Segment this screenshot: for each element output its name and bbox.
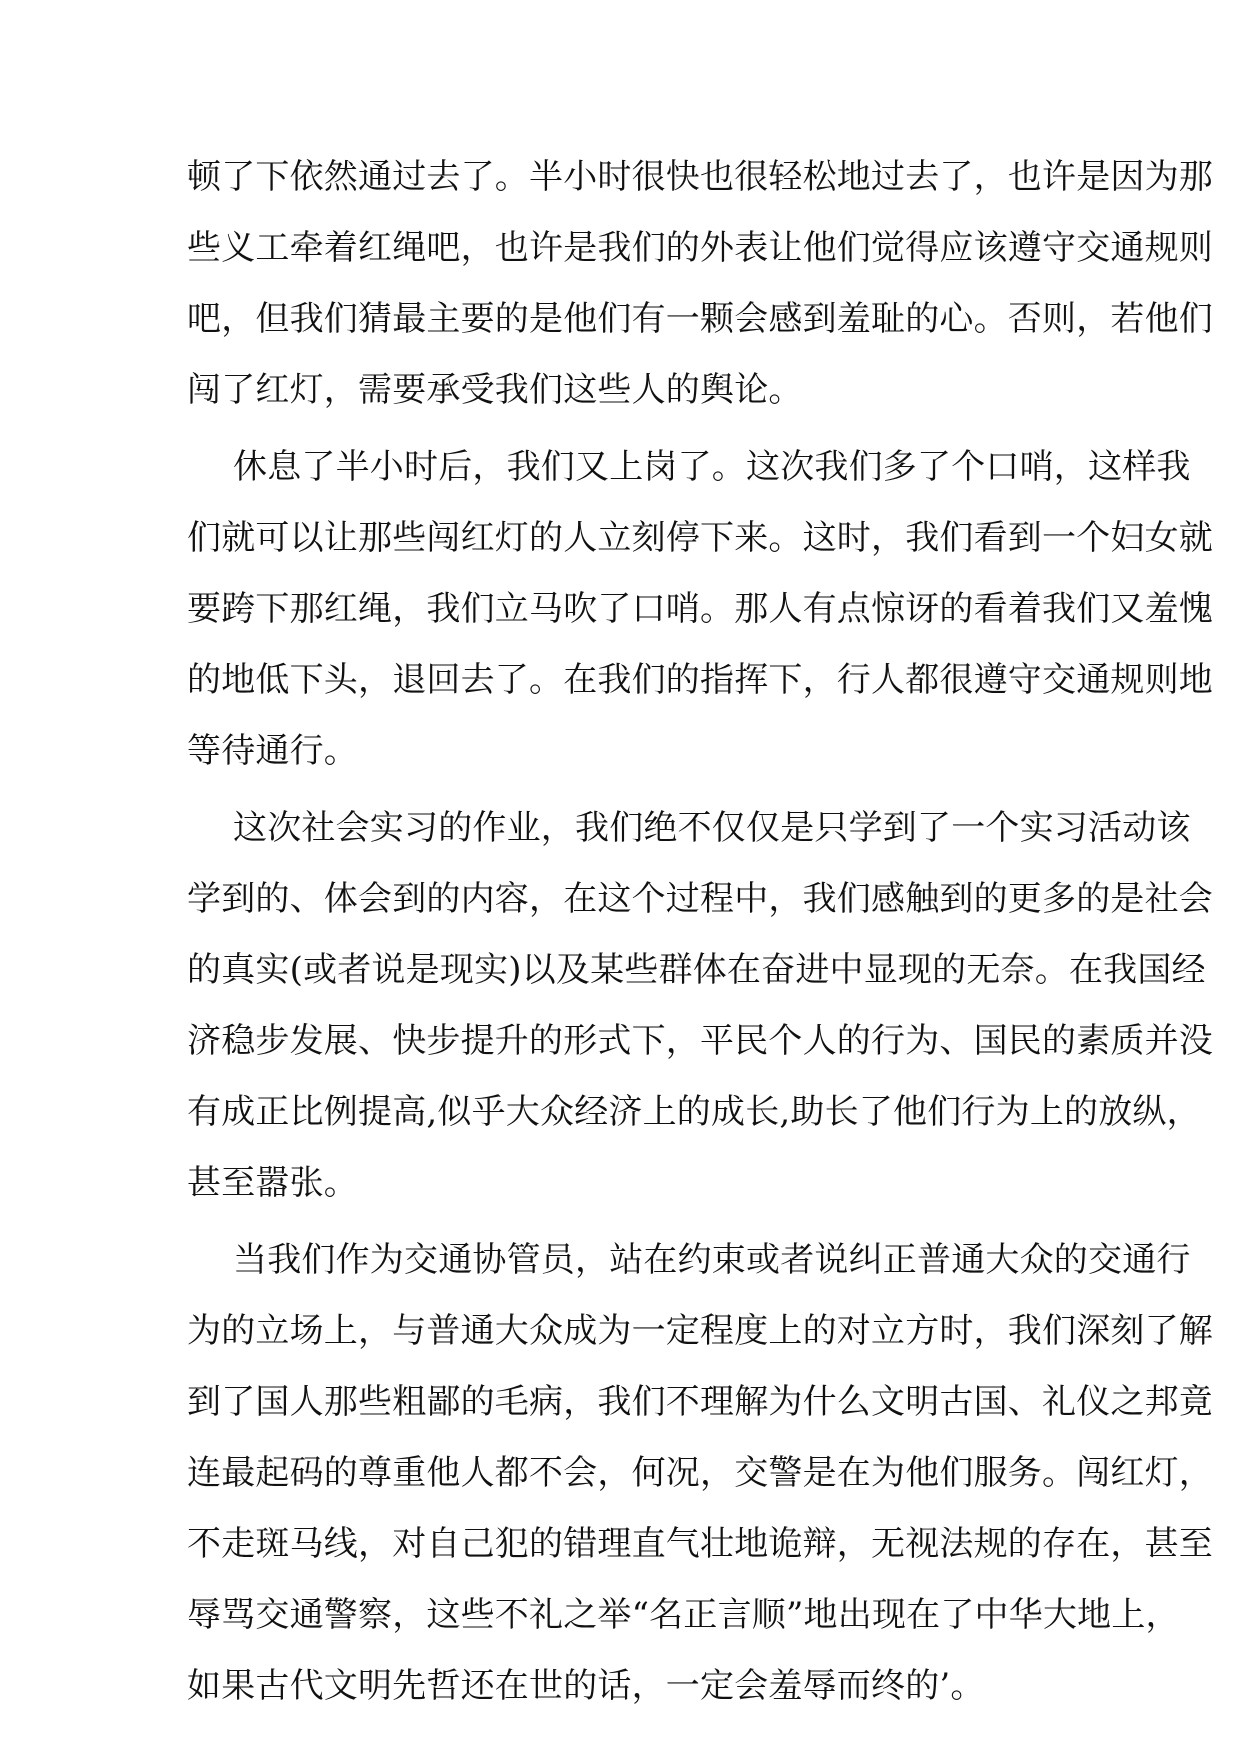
text-line: 到了国人那些粗鄙的毛病，我们不理解为什么文明古国、礼仪之邦竟 [187,1382,1213,1422]
body-text [187,155,1213,1735]
text-line: 济稳步发展、快步提升的形式下，平民个人的行为、国民的素质并没 [187,1021,1213,1061]
text-line: 当我们作为交通协管员，站在约束或者说纠正普通大众的交通行 [233,1240,1191,1280]
text-line: 的真实(或者说是现实)以及某些群体在奋进中显现的无奈。在我国经 [187,950,1206,990]
text-line: 甚至嚣张。 [187,1163,358,1203]
text-line: 如果古代文明先哲还在世的话，一定会羞辱而终的’。 [187,1666,985,1706]
text-line: 们就可以让那些闯红灯的人立刻停下来。这时，我们看到一个妇女就 [187,518,1213,558]
text-line: 不走斑马线，对自己犯的错理直气壮地诡辩，无视法规的存在，甚至 [187,1524,1213,1564]
text-line: 等待通行。 [187,731,358,771]
text-line: 休息了半小时后，我们又上岗了。这次我们多了个口哨，这样我 [233,447,1191,487]
text-line: 这次社会实习的作业，我们绝不仅仅是只学到了一个实习活动该 [233,808,1191,848]
text-line: 些义工牵着红绳吧，也许是我们的外表让他们觉得应该遵守交通规则 [187,228,1213,268]
text-line: 顿了下依然通过去了。半小时很快也很轻松地过去了，也许是因为那 [187,157,1213,197]
text-line: 连最起码的尊重他人都不会，何况，交警是在为他们服务。闯红灯， [187,1453,1213,1493]
text-line: 学到的、体会到的内容，在这个过程中，我们感触到的更多的是社会 [187,879,1213,919]
text-line: 要跨下那红绳，我们立马吹了口哨。那人有点惊讶的看着我们又羞愧 [187,589,1213,629]
text-line: 有成正比例提高,似乎大众经济上的成长,助长了他们行为上的放纵， [187,1092,1201,1132]
text-line: 为的立场上，与普通大众成为一定程度上的对立方时，我们深刻了解 [187,1311,1213,1351]
text-line: 辱骂交通警察，这些不礼之举“名正言顺”地出现在了中华大地上， [187,1595,1180,1635]
text-line: 吧，但我们猜最主要的是他们有一颗会感到羞耻的心。否则，若他们 [187,299,1213,339]
text-line: 的地低下头，退回去了。在我们的指挥下，行人都很遵守交通规则地 [187,660,1213,700]
text-line: 闯了红灯，需要承受我们这些人的舆论。 [187,370,803,410]
